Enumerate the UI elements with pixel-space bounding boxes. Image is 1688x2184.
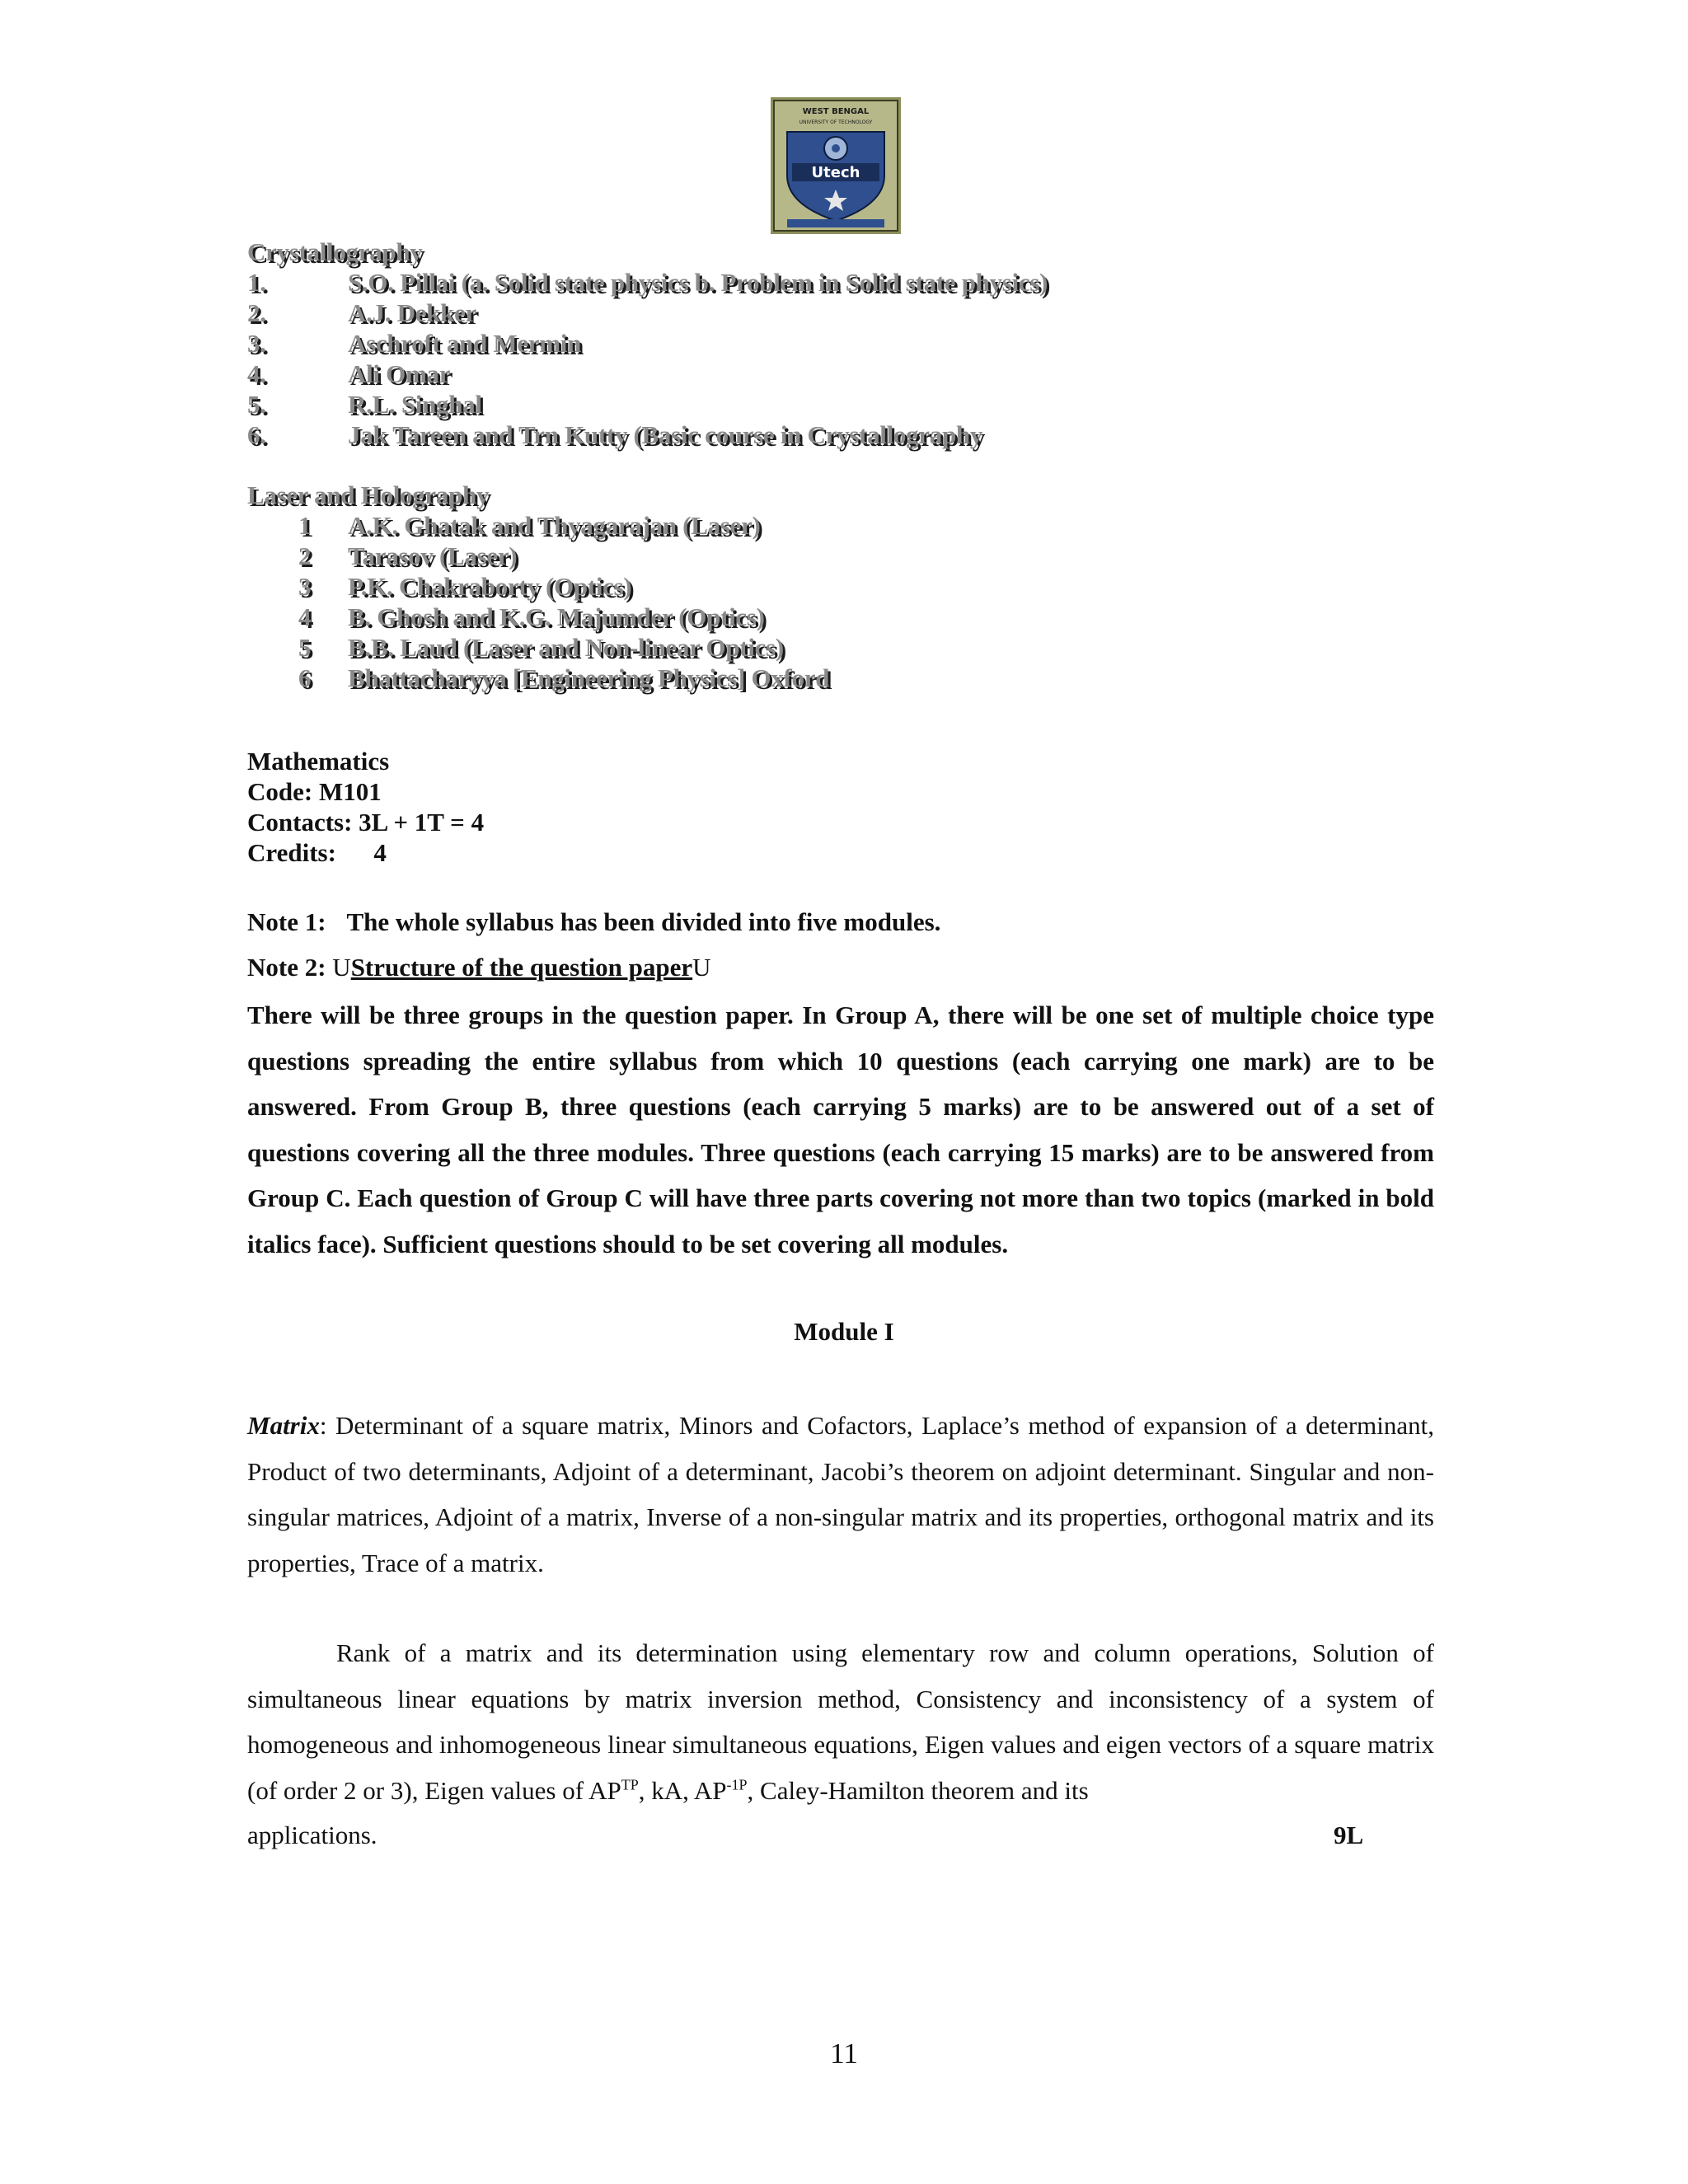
- rank-paragraph: [247, 1630, 1434, 1813]
- page-number: 11: [830, 2037, 858, 2069]
- list-item: [247, 541, 1071, 571]
- list-number: 5: [298, 633, 312, 662]
- list-text: P.K. Chakraborty (Optics): [348, 572, 632, 601]
- list-item: [247, 328, 1154, 359]
- list-item: [247, 510, 1071, 541]
- list-item: [247, 632, 1071, 663]
- module-heading: Module I: [794, 1317, 894, 1346]
- logo-top-text: WEST BENGAL: [802, 107, 870, 116]
- list-text: Tarasov (Laser): [348, 541, 518, 570]
- crystallography-heading: Crystallography: [247, 237, 423, 266]
- note-2-prefix: U: [332, 953, 351, 982]
- logo-sub-text: UNIVERSITY OF TECHNOLOGY: [799, 120, 873, 125]
- note-1-text: The whole syllabus has been divided into five modules.: [346, 907, 941, 936]
- rank-text-2: , kA, AP: [638, 1775, 727, 1805]
- list-number: 6: [298, 663, 312, 692]
- question-structure-paragraph: There will be three groups in the question paper. In Group A, there will be one set of multiple choice type questions spreading the entire syllabus from which 10 questions (each carrying one mark) are to be answered. From Group B, three questions (each carrying 5 marks) are to be answered out of a set of questions covering all the three modules. Three questions (each carrying 15 marks) are to be answered from Group C. Each question of Group C will have three parts covering not more than two topics (marked in bold italics face). Sufficient questions should to be set covering all modules.: [247, 1001, 1434, 1258]
- list-number: 1: [298, 511, 312, 540]
- list-text: B.B. Laud (Laser and Non-linear Optics): [348, 633, 784, 662]
- applications-text: applications.: [247, 1821, 377, 1849]
- credits-label: Credits:: [247, 838, 336, 867]
- list-text: Aschroft and Mermin: [348, 329, 582, 358]
- course-contacts: Contacts: 3L + 1T = 4: [247, 808, 485, 837]
- list-number: 2.: [247, 298, 266, 327]
- list-number: 1.: [247, 268, 266, 297]
- list-item: [247, 419, 1154, 450]
- list-number: 6.: [247, 420, 266, 449]
- list-number: 3.: [247, 329, 266, 358]
- list-item: [247, 298, 1154, 328]
- note-2-text: Structure of the question paper: [350, 953, 693, 982]
- list-item: [247, 359, 1154, 389]
- logo-banner-text: Utech: [811, 164, 860, 181]
- list-item: [247, 389, 1154, 419]
- superscript-1p: -1P: [726, 1776, 748, 1793]
- matrix-text: : Determinant of a square matrix, Minors and Cofactors, Laplace’s method of expansion of a determinant, Product of two determinants, Adjoint of a determinant, Jacobi’s theorem on adjoint determinant. Singular and non-singular matrices, Adjoint of a matrix, Inverse of a non-singular matrix and its properties, orthogonal matrix and its properties, Trace of a matrix.: [247, 1411, 1434, 1577]
- university-logo: [771, 97, 901, 234]
- list-number: 4.: [247, 359, 266, 388]
- credits-value: 4: [373, 838, 387, 867]
- list-text: B. Ghosh and K.G. Majumder (Optics): [348, 602, 765, 631]
- superscript-tp: TP: [621, 1776, 639, 1793]
- list-number: 4: [298, 602, 312, 631]
- list-item: [247, 663, 1071, 693]
- list-number: 3: [298, 572, 312, 601]
- matrix-label: Matrix: [247, 1411, 320, 1440]
- list-item: [247, 571, 1071, 602]
- note-1-label: Note 1:: [247, 907, 326, 936]
- list-text: Bhattacharyya [Engineering Physics] Oxford: [348, 663, 830, 692]
- list-text: Jak Tareen and Trn Kutty (Basic course in Crystallography: [348, 420, 983, 449]
- course-credits: [247, 837, 387, 868]
- note-2-label: Note 2:: [247, 953, 326, 982]
- note-2-suffix: U: [692, 953, 711, 982]
- note-2: [247, 952, 711, 982]
- laser-heading: Laser and Holography: [247, 480, 490, 509]
- matrix-paragraph: [247, 1403, 1434, 1586]
- list-number: 2: [298, 541, 312, 570]
- module-hours: 9L: [1334, 1821, 1364, 1849]
- list-text: S.O. Pillai (a. Solid state physics b. Problem in Solid state physics): [348, 268, 1048, 297]
- list-text: A.J. Dekker: [348, 298, 476, 327]
- list-text: R.L. Singhal: [348, 390, 482, 419]
- list-item: [247, 267, 1154, 298]
- note-1: [247, 907, 940, 937]
- list-text: Ali Omar: [348, 359, 451, 388]
- list-number: 5.: [247, 390, 266, 419]
- list-text: A.K. Ghatak and Thyagarajan (Laser): [348, 511, 761, 540]
- list-item: [247, 602, 1071, 632]
- rank-text-3: , Caley-Hamilton theorem and its: [747, 1775, 1089, 1805]
- course-title: Mathematics: [247, 747, 390, 776]
- rank-text-1: Rank of a matrix and its determination using elementary row and column operations, Solution of simultaneous linear equations by matrix inversion method, Consistency and inconsistency of a system of homogeneous and inhomogeneous linear simultaneous equations, Eigen values and eigen vectors of a square matrix (of order 2 or 3), Eigen values of AP: [247, 1638, 1434, 1805]
- course-code: Code: M101: [247, 777, 382, 806]
